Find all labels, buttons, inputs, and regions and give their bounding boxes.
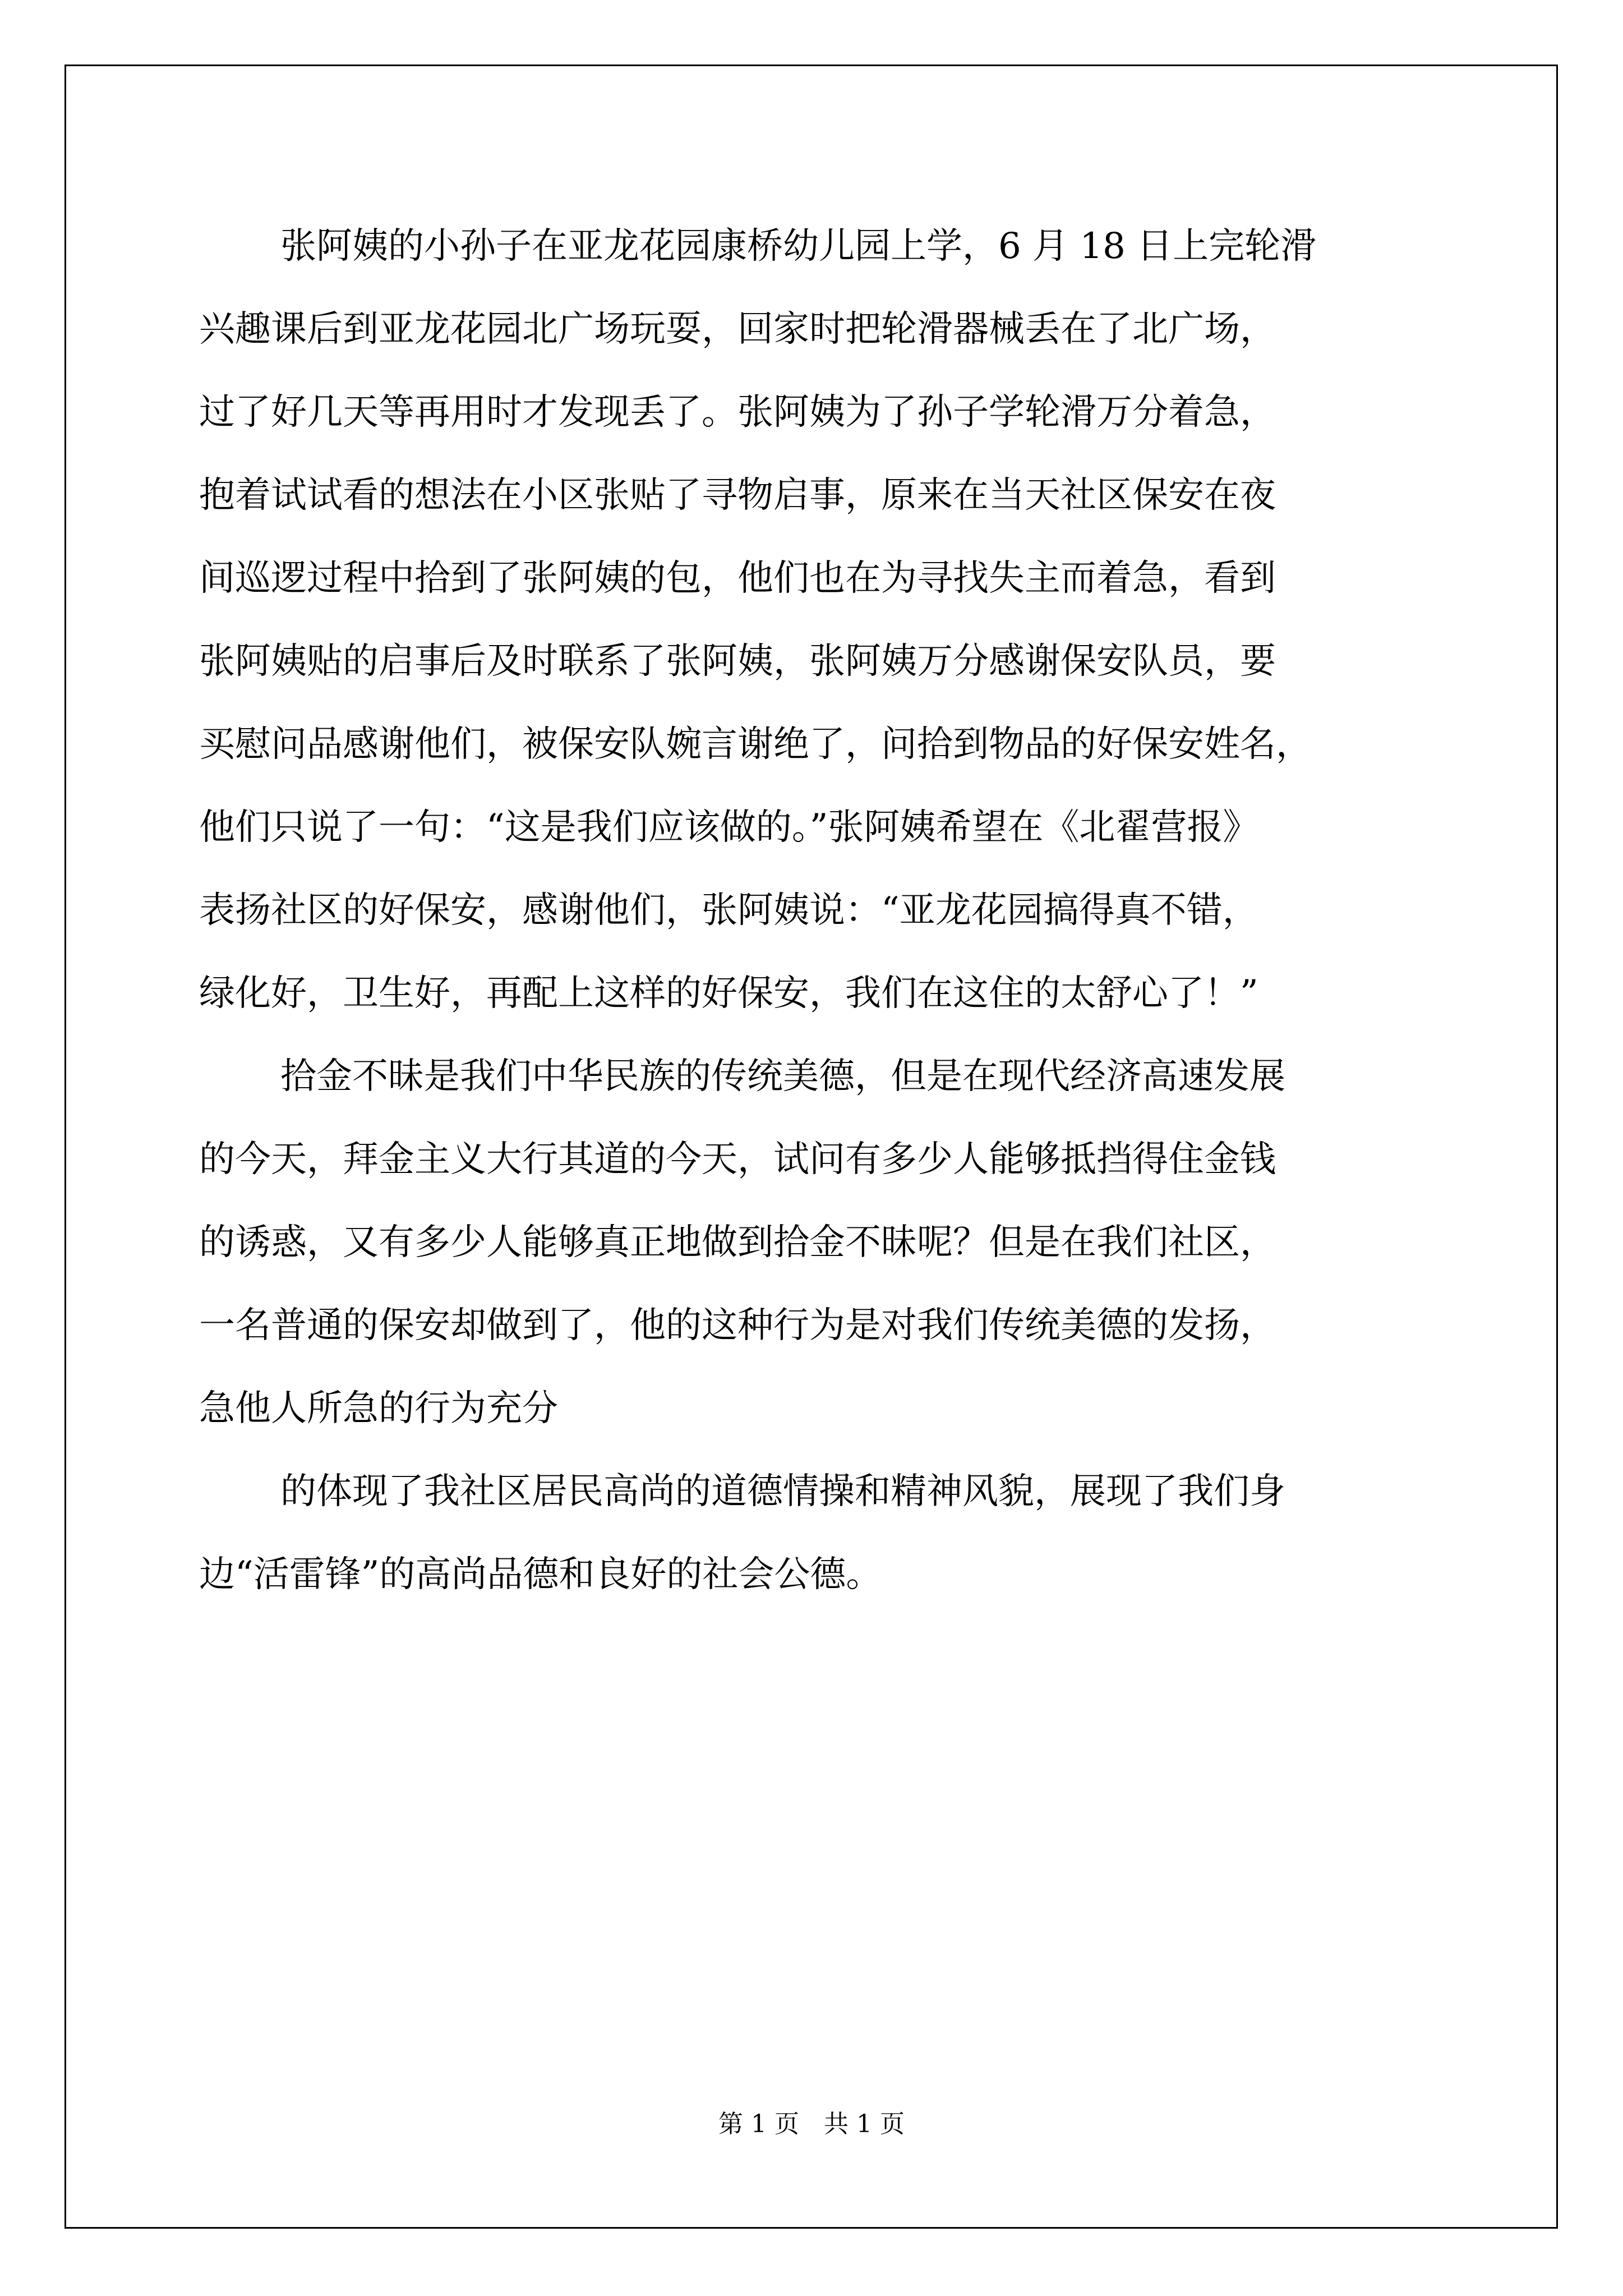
text-line: 买慰问品感谢他们，被保安队婉言谢绝了，问拾到物品的好保安姓名， [199,724,1312,765]
text-line: 绿化好，卫生好，再配上这样的好保安，我们在这住的太舒心了！” [199,973,1258,1014]
text-line: 张阿姨的小孙子在亚龙花园康桥幼儿园上学，6 月 18 日上完轮滑 [280,226,1317,267]
text-line: 拾金不昧是我们中华民族的传统美德，但是在现代经济高速发展 [280,1056,1285,1097]
text-line: 的体现了我社区居民高尚的道德情操和精神风貌，展现了我们身 [280,1471,1285,1512]
text-line: 边“活雷锋”的高尚品德和良好的社会公德。 [199,1554,882,1595]
text-line: 表扬社区的好保安，感谢他们，张阿姨说：“亚龙花园搞得真不错， [199,890,1258,931]
text-line: 间巡逻过程中拾到了张阿姨的包，他们也在为寻找失主而着急，看到 [199,558,1276,599]
document-body [199,205,1422,1616]
text-line: 的诱惑，又有多少人能够真正地做到拾金不昧呢？但是在我们社区， [199,1222,1276,1263]
text-line: 张阿姨贴的启事后及时联系了张阿姨，张阿姨万分感谢保安队员，要 [199,641,1276,682]
text-line: 他们只说了一句：“这是我们应该做的。”张阿姨希望在《北翟营报》 [199,807,1259,848]
page-footer: 第 1 页 共 1 页 [718,2110,905,2138]
text-line: 抱着试试看的想法在小区张贴了寻物启事，原来在当天社区保安在夜 [199,475,1276,516]
text-line: 一名普通的保安却做到了，他的这种行为是对我们传统美德的发扬， [199,1305,1276,1346]
text-line: 急他人所急的行为充分 [199,1388,558,1429]
text-line: 的今天，拜金主义大行其道的今天，试问有多少人能够抵挡得住金钱 [199,1139,1276,1180]
text-line: 兴趣课后到亚龙花园北广场玩耍，回家时把轮滑器械丢在了北广场， [199,309,1276,350]
text-line: 过了好几天等再用时才发现丢了。张阿姨为了孙子学轮滑万分着急， [199,392,1276,433]
